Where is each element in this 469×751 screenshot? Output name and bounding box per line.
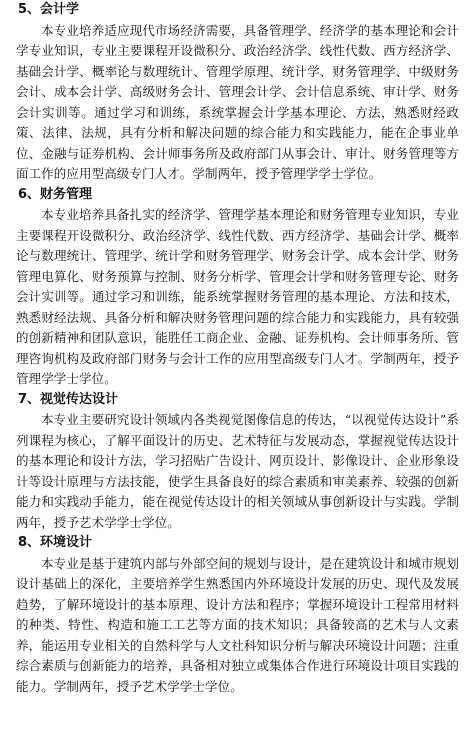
section-environmental-design xyxy=(16,533,459,697)
section-heading: 7、视觉传达设计 xyxy=(18,391,119,407)
section-body: 本专业培养适应现代市场经济需要，具备管理学、经济学的基本理论和会计学专业知识，专业主要课程开设微积分、政治经济学、线性代数、西方经济学、基础会计学、概率论与数理统计、管理学原理、统计学、财务管理学、中级财务会计、成本会计学、高级财务会计、管理会计学、会计信息系统、审计学、财务会计实训等。通过学习和训练，系统掌握会计学基本理论、方法，熟悉财经政策、法律、法规，具有分析和解决问题的综合能力和实践能力，能在企事业单位、金融与证券机构、会计师事务所及政府部门从事会计、审计、财务管理等方面工作的应用型高级专门人才。学制两年，授予管理学学士学位。 xyxy=(16,22,459,181)
section-heading: 6、财务管理 xyxy=(18,186,93,202)
section-body: 本专业主要研究设计领域内各类视觉图像信息的传达，“以视觉传达设计”系列课程为核心，了解平面设计的历史、艺术特征与发展动态，掌握视觉传达设计的基本理论和设计方法，学习招贴广告设计、网页设计、影像设计、企业形象设计等设计原理与方法技能，使学生具备良好的综合素质和审美素养、较强的创新能力和实践动手能力，能在视觉传达设计的相关领域从事创新设计与实践。学制两年，授予艺术学学士学位。 xyxy=(16,412,459,530)
section-heading: 5、会计学 xyxy=(18,2,80,17)
section-accounting xyxy=(16,0,459,185)
section-body: 本专业培养具备扎实的经济学、管理学基本理论和财务管理专业知识，专业主要课程开设微积分、政治经济学、线性代数、西方经济学、基础会计学、概率论与数理统计、管理学、统计学和财务管理学、财务会计学、成本会计学、财务管理电算化、财务预算与控制、财务分析学、管理会计学和财务管理专论、财务会计实训等。通过学习和训练，能系统掌握财务管理的基本理论、方法和技术，熟悉财经法规、具备分析和解决财务管理问题的综合能力和实践能力，具有较强的创新精神和团队意识，能胜任工商企业、金融、证券机构、会计师事务所、管理咨询机构及政府部门财务与会计工作的应用型高级专门人才。学制两年，授予管理学学士学位。 xyxy=(16,207,459,386)
section-body: 本专业是基于建筑内部与外部空间的规划与设计，是在建筑设计和城市规划设计基础上的深化，主要培养学生熟悉国内外环境设计发展的历史、现代及发展趋势，了解环境设计的基本原理、设计方法和程序；掌握环境设计工程常用材料的种类、特性、构造和施工工艺等方面的技术知识；具备较高的艺术与人文素养，能运用专业相关的自然科学与人文社科知识分析与解决环境设计问题；注重综合素质与创新能力的培养，具备相对独立或集体合作进行环境设计项目实践的能力。学制两年，授予艺术学学士学位。 xyxy=(16,555,459,694)
section-heading: 8、环境设计 xyxy=(18,535,93,550)
section-visual-communication-design xyxy=(16,390,459,534)
section-financial-management xyxy=(16,185,459,390)
